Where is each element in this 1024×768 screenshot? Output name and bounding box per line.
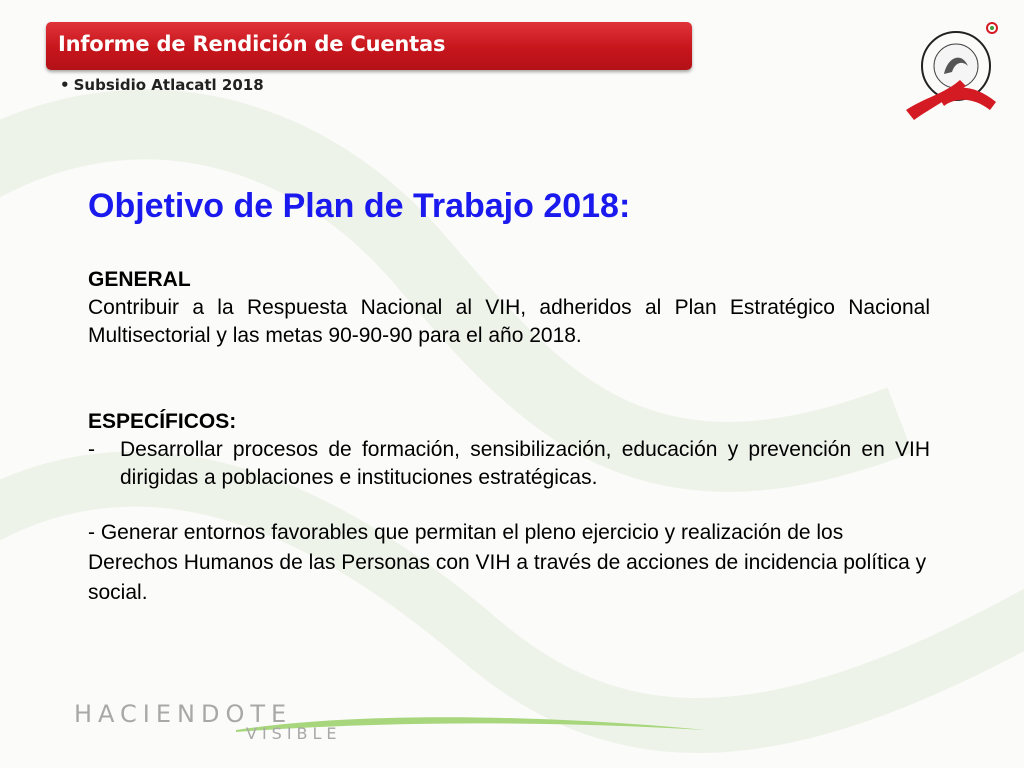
general-heading: GENERAL — [88, 268, 191, 291]
brand-tagline: VISIBLE — [246, 724, 342, 743]
general-text: Contribuir a la Respuesta Nacional al VIH, adheridos al Plan Estratégico Nacional Multisectorial y las metas 90-90-90 para el año 2018. — [88, 296, 930, 347]
specific-heading: ESPECÍFICOS: — [88, 410, 237, 433]
ribbon-logo-icon — [904, 14, 1006, 124]
dash-bullet: - — [88, 438, 95, 461]
specific-item-text: Desarrollar procesos de formación, sensibilización, educación y prevención en VIH dirigidas a poblaciones e instituciones estratégicas. — [120, 438, 930, 489]
subtitle — [60, 76, 264, 94]
specific-item — [88, 436, 930, 492]
subtitle-text: Subsidio Atlacatl 2018 — [73, 76, 264, 94]
brand-wordmark: HACIENDOTE — [74, 700, 293, 728]
header-banner — [46, 22, 692, 70]
main-content — [88, 186, 930, 608]
bullet-icon: • — [60, 76, 70, 94]
specific-item-2-text: - Generar entornos favorables que permitan el pleno ejercicio y realización de los Derechos Humanos de las Personas con VIH a través de acciones de incidencia política y social. — [88, 521, 927, 604]
objective-title: Objetivo de Plan de Trabajo 2018: — [88, 187, 631, 225]
header-title: Informe de Rendición de Cuentas — [58, 32, 446, 56]
